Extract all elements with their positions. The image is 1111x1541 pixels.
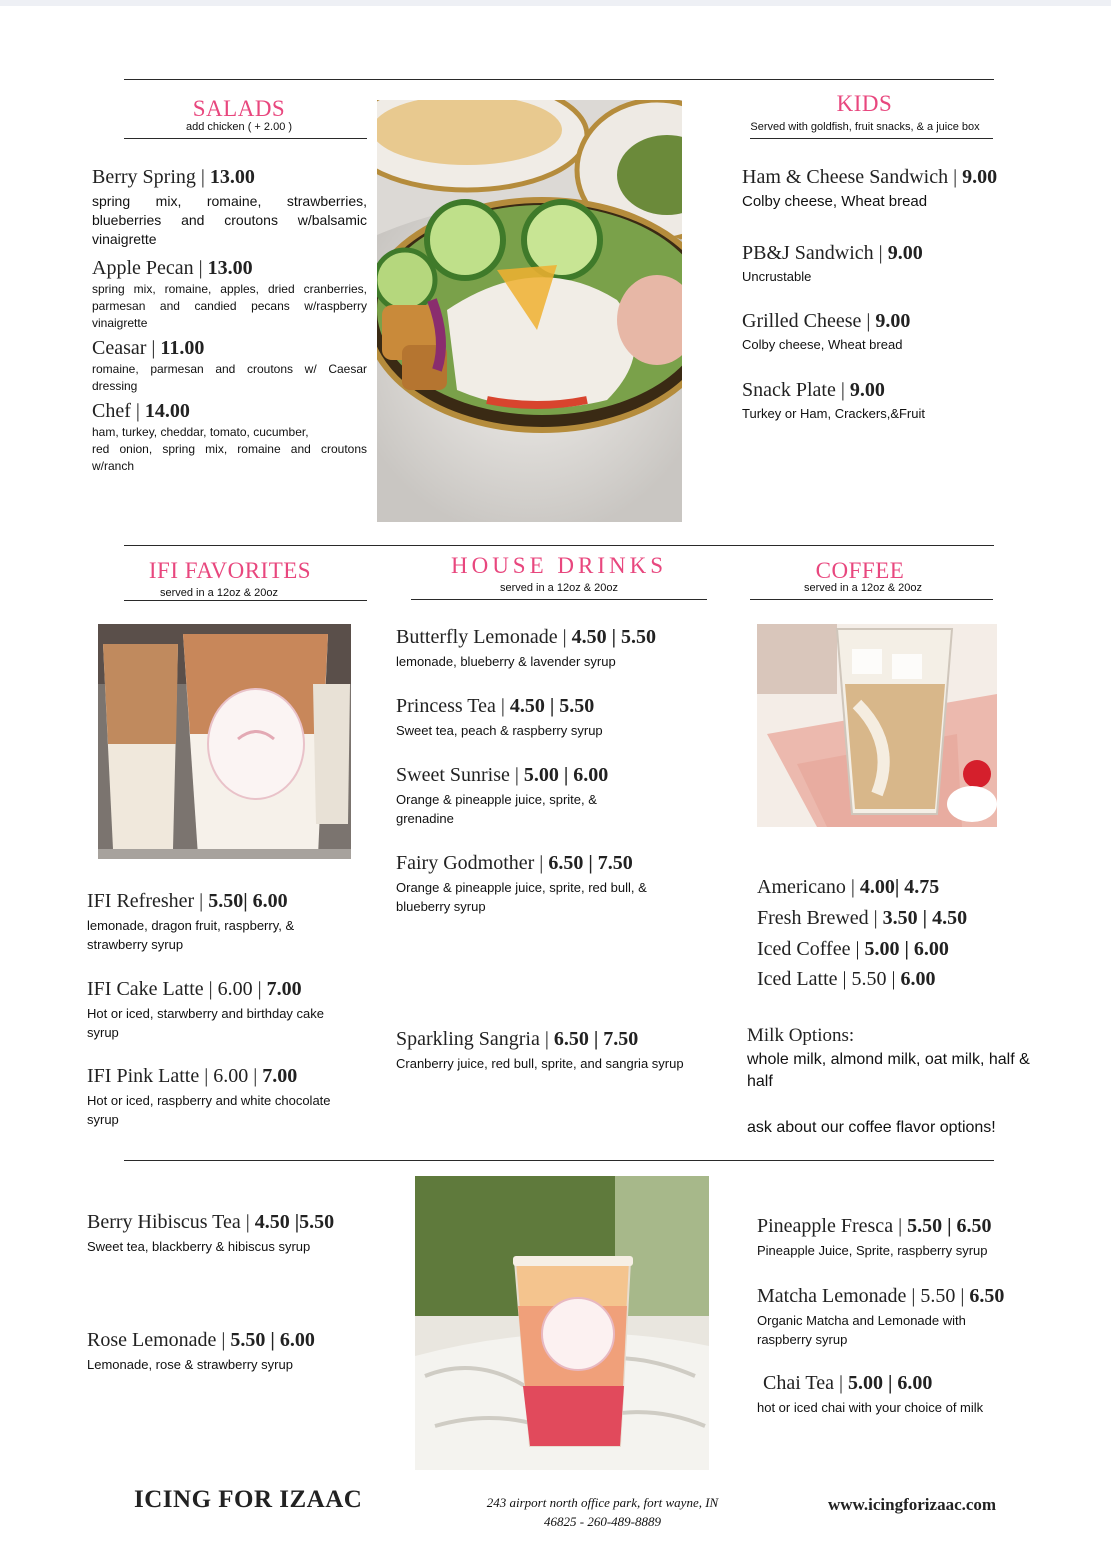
item-price-small: 3.50 | xyxy=(882,907,928,929)
item-name: Snack Plate | xyxy=(742,379,845,401)
item-price-large: 7.50 xyxy=(597,852,633,874)
milk-options-description: whole milk, almond milk, oat milk, half & half xyxy=(747,1051,1030,1090)
item-name: Sweet Sunrise | xyxy=(396,764,519,786)
footer-brand: ICING FOR IZAAC xyxy=(134,1486,363,1513)
drink-item-rose-lemonade xyxy=(87,1329,377,1374)
house-item-princess-tea xyxy=(396,695,686,740)
kids-underline xyxy=(750,138,993,139)
item-description: Organic Matcha and Lemonade with raspberry syrup xyxy=(757,1313,966,1347)
item-name: Grilled Cheese | xyxy=(742,310,871,332)
item-price: 14.00 xyxy=(144,400,190,422)
item-price-small: 6.00 | xyxy=(217,978,262,1000)
item-price-small: 5.50 | xyxy=(230,1329,275,1351)
house-drinks-underline xyxy=(411,599,707,600)
item-description: romaine, parmesan and croutons w/ Caesar dressing xyxy=(92,362,367,393)
item-name: Ceasar | xyxy=(92,337,156,359)
item-price: 9.00 xyxy=(875,310,911,332)
footer-website-link[interactable]: www.icingforizaac.com xyxy=(828,1495,997,1514)
coffee-subtitle: served in a 12oz & 20oz xyxy=(803,582,923,594)
salad-item-ceasar xyxy=(92,337,367,395)
item-price-large: 6.00 xyxy=(913,938,949,960)
kids-title: KIDS xyxy=(836,91,893,116)
milk-options xyxy=(747,1025,1032,1093)
item-name: Rose Lemonade | xyxy=(87,1329,226,1351)
item-description: Colby cheese, Wheat bread xyxy=(742,337,903,352)
favorites-item-cake-latte xyxy=(87,978,357,1042)
item-price-small: 6.50 | xyxy=(553,1028,599,1050)
footer-address xyxy=(440,1493,765,1531)
item-name: Chef | xyxy=(92,400,140,422)
item-name: Butterfly Lemonade | xyxy=(396,626,567,648)
item-description: Colby cheese, Wheat bread xyxy=(742,193,928,210)
item-price-large: 6.00 xyxy=(897,1372,933,1394)
salad-item-chef xyxy=(92,400,367,475)
item-name: Pineapple Fresca | xyxy=(757,1215,903,1237)
item-description: Orange & pineapple juice, sprite, red bull, & blueberry syrup xyxy=(396,880,647,914)
item-price: 13.00 xyxy=(209,166,255,188)
item-price: 9.00 xyxy=(962,166,998,188)
house-item-sweet-sunrise xyxy=(396,764,636,828)
item-description: spring mix, romaine, strawberries, blueberries and croutons w/balsamic vinaigrette xyxy=(92,193,367,247)
salad-item-apple-pecan xyxy=(92,257,367,332)
item-price-large: 6.50 xyxy=(956,1215,992,1237)
item-price-large: 4.50 xyxy=(932,907,968,929)
drink-item-matcha-lemonade xyxy=(757,1285,1017,1349)
item-price: 9.00 xyxy=(887,242,923,264)
item-price: 9.00 xyxy=(849,379,885,401)
item-price-large: 6.00 xyxy=(573,764,609,786)
item-price-large: 4.75 xyxy=(904,876,940,898)
house-item-fairy-godmother xyxy=(396,852,681,916)
house-drinks-title: HOUSE DRINKS xyxy=(450,553,668,578)
drink-item-chai-tea xyxy=(757,1372,1027,1417)
item-price-small: 4.50 | xyxy=(254,1211,300,1233)
item-description: Hot or iced, raspberry and white chocolate syrup xyxy=(87,1093,331,1127)
item-price-small: 5.00 | xyxy=(864,938,909,960)
item-name: IFI Refresher | xyxy=(87,890,204,912)
item-price-large: 7.50 xyxy=(603,1028,639,1050)
favorites-title: IFI FAVORITES xyxy=(148,558,312,583)
item-description: Turkey or Ham, Crackers,&Fruit xyxy=(742,406,925,421)
item-description: Lemonade, rose & strawberry syrup xyxy=(87,1357,293,1372)
item-price-large: 6.00 xyxy=(279,1329,315,1351)
item-name: Americano | xyxy=(757,876,855,898)
favorites-item-refresher xyxy=(87,890,357,954)
divider-top xyxy=(124,79,994,80)
salad-item-berry-spring xyxy=(92,166,367,249)
item-description-line2: red onion, spring mix, romaine and croutons w/ranch xyxy=(92,442,367,473)
drink-item-pineapple-fresca xyxy=(757,1215,1027,1260)
drink-photo xyxy=(415,1176,709,1470)
kids-item-ham-cheese xyxy=(742,166,1002,211)
item-price-large: 6.00 xyxy=(252,890,288,912)
item-price-small: 6.50 | xyxy=(548,852,593,874)
item-price-large: 5.50 xyxy=(299,1211,335,1233)
salads-title: SALADS xyxy=(192,96,286,121)
house-item-butterfly-lemonade xyxy=(396,626,686,671)
item-price-small: 4.00| xyxy=(859,876,900,898)
item-description: Orange & pineapple juice, sprite, & grenadine xyxy=(396,792,597,826)
item-description: Hot or iced, starwberry and birthday cake syrup xyxy=(87,1006,324,1040)
favorites-subtitle: served in a 12oz & 20oz xyxy=(159,587,279,599)
item-name: Iced Coffee | xyxy=(757,938,860,960)
divider-middle xyxy=(124,545,994,546)
item-price-small: 5.50| xyxy=(208,890,248,912)
top-bar xyxy=(0,0,1111,6)
salad-photo xyxy=(377,100,682,522)
item-description: hot or iced chai with your choice of milk xyxy=(757,1400,984,1415)
item-name: Berry Spring | xyxy=(92,166,205,188)
coffee-photo xyxy=(757,624,997,827)
kids-item-snack-plate xyxy=(742,379,1002,422)
item-price-small: 6.00 | xyxy=(213,1065,258,1087)
item-name: Princess Tea | xyxy=(396,695,505,717)
item-name: Apple Pecan | xyxy=(92,257,203,279)
salads-subtitle: add chicken ( + 2.00 ) xyxy=(185,121,293,133)
favorites-item-pink-latte xyxy=(87,1065,357,1129)
item-price-large: 5.50 xyxy=(559,695,595,717)
item-price-large: 6.00 xyxy=(900,968,936,990)
footer-address-line2: 46825 - 260-489-8889 xyxy=(544,1514,661,1529)
item-name: Chai Tea | xyxy=(763,1372,843,1394)
coffee-underline xyxy=(750,599,993,600)
item-name: Berry Hibiscus Tea | xyxy=(87,1211,250,1233)
item-description: spring mix, romaine, apples, dried cranberries, parmesan and candied pecans w/raspberry vinaigrette xyxy=(92,282,367,330)
item-name: IFI Cake Latte | xyxy=(87,978,213,1000)
item-name: Matcha Lemonade | xyxy=(757,1285,916,1307)
item-description: Pineapple Juice, Sprite, raspberry syrup xyxy=(757,1243,988,1258)
item-name: Iced Latte | xyxy=(757,968,847,990)
item-name: IFI Pink Latte | xyxy=(87,1065,209,1087)
house-drinks-subtitle: served in a 12oz & 20oz xyxy=(499,582,619,594)
coffee-item-fresh-brewed xyxy=(757,907,997,930)
item-description: Sweet tea, blackberry & hibiscus syrup xyxy=(87,1239,311,1254)
item-price-small: 5.00 | xyxy=(848,1372,893,1394)
item-price-small: 4.50 | xyxy=(571,626,617,648)
favorites-photo xyxy=(98,624,351,859)
milk-options-label: Milk Options: xyxy=(747,1025,855,1046)
coffee-title: COFFEE xyxy=(815,558,905,583)
coffee-item-iced-coffee xyxy=(757,938,997,961)
favorites-underline xyxy=(124,600,367,601)
footer-address-line1: 243 airport north office park, fort wayne, IN xyxy=(486,1495,719,1510)
kids-subtitle: Served with goldfish, fruit snacks, & a juice box xyxy=(750,121,980,133)
item-description-line1: ham, turkey, cheddar, tomato, cucumber, xyxy=(92,425,309,439)
item-price: 11.00 xyxy=(160,337,205,359)
coffee-item-iced-latte xyxy=(757,968,997,991)
item-price-large: 7.00 xyxy=(262,1065,298,1087)
divider-lower xyxy=(124,1160,994,1161)
item-price-large: 7.00 xyxy=(266,978,302,1000)
item-description: Cranberry juice, red bull, sprite, and sangria syrup xyxy=(396,1056,684,1071)
house-item-sparkling-sangria xyxy=(396,1028,686,1073)
item-description: lemonade, dragon fruit, raspberry, & strawberry syrup xyxy=(87,918,295,952)
item-price: 13.00 xyxy=(207,257,253,279)
item-description: Sweet tea, peach & raspberry syrup xyxy=(396,723,603,738)
salads-underline xyxy=(124,138,367,139)
coffee-item-americano xyxy=(757,876,997,899)
item-price-small: 4.50 | xyxy=(509,695,555,717)
coffee-flavor-note: ask about our coffee flavor options! xyxy=(747,1119,996,1136)
item-name: Fresh Brewed | xyxy=(757,907,878,929)
item-name: Ham & Cheese Sandwich | xyxy=(742,166,958,188)
item-price-small: 5.50 | xyxy=(907,1215,952,1237)
item-name: Fairy Godmother | xyxy=(396,852,544,874)
item-name: PB&J Sandwich | xyxy=(742,242,883,264)
item-name: Sparkling Sangria | xyxy=(396,1028,549,1050)
kids-item-grilled-cheese xyxy=(742,310,1002,353)
item-price-small: 5.50 | xyxy=(920,1285,965,1307)
item-price-large: 6.50 xyxy=(969,1285,1005,1307)
item-price-large: 5.50 xyxy=(621,626,657,648)
item-description: Uncrustable xyxy=(742,269,812,284)
item-price-small: 5.00 | xyxy=(523,764,569,786)
item-price-small: 5.50 | xyxy=(851,968,896,990)
kids-item-pbj xyxy=(742,242,1002,285)
drink-item-berry-hibiscus xyxy=(87,1211,377,1256)
item-description: lemonade, blueberry & lavender syrup xyxy=(396,654,616,669)
